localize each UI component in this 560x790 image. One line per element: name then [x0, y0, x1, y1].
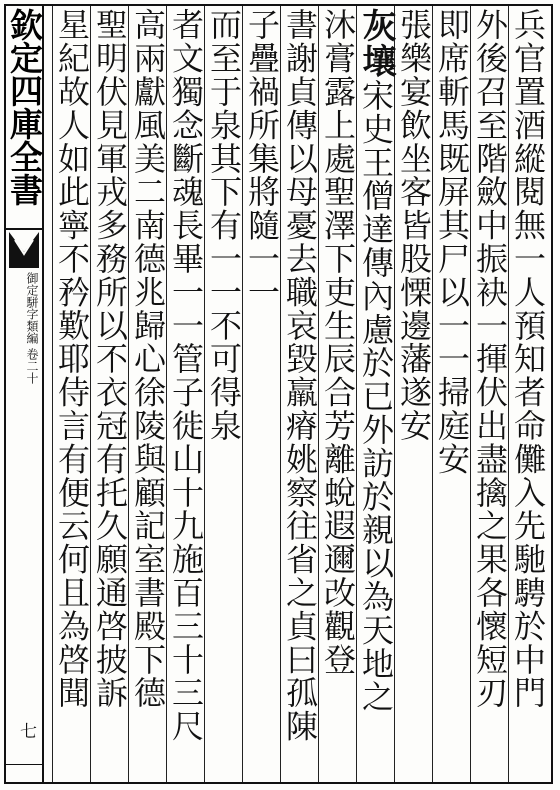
text-column-5-body: 宋史王僧達傳內慮於已外訪於親以為天地之 [357, 78, 395, 714]
leaf-number: 七 [16, 722, 36, 739]
entry-heading: 灰壤 [356, 8, 396, 79]
volume-info: 御定駢字類編 卷二十 [25, 272, 39, 384]
book-title: 欽定四庫全書 [5, 8, 44, 206]
text-column-5 [356, 6, 396, 782]
text-column-8: 子疊禍所集將隨一一 [242, 6, 282, 782]
text-column-3 [432, 6, 472, 782]
text-column-3-body: 即席斬馬既屏其尸以一一掃庭 [433, 8, 471, 443]
text-column-4: 張樂宴飲坐客皆股慄邊藩遂安 [394, 6, 434, 782]
text-column-11: 高兩獻風美二南德兆歸心徐陵與顧記室書殿下德 [128, 6, 168, 782]
fishtail-mark-icon [7, 230, 41, 270]
leaf-rule [4, 764, 42, 765]
text-column-10: 者文獨念斷魂長畢一一管子徙山十九施百三十三尺 [166, 6, 206, 782]
text-column-12: 聖明伏見軍戎多務所以不衣冠有托久願通啓披訴 [90, 6, 130, 782]
text-column-9: 而至于泉其下有一一不可得泉 [204, 6, 244, 782]
text-column-3-tail: 安 [433, 442, 471, 476]
text-column-6-body: 沐膏露上處聖澤下吏生辰合芳離蛻遐邇改觀 [319, 8, 357, 643]
text-column-13: 星紀故人如此寧不矜歎耶侍言有便云何且為啓聞 [52, 6, 92, 782]
text-column-6-tail: 登 [319, 642, 357, 677]
text-column-6 [318, 6, 358, 782]
text-column-1: 兵官置酒縱閱無一人預知者命儺入先馳騁於中門 [508, 6, 548, 782]
margin-strip [4, 4, 44, 784]
text-column-2: 外後召至階斂中振袂一揮伏出盡擒之果各懷短刃 [470, 6, 510, 782]
text-column-7: 書謝貞傳以母憂去職哀毀羸瘠姚察往省之貞曰孤陳 [280, 6, 320, 782]
